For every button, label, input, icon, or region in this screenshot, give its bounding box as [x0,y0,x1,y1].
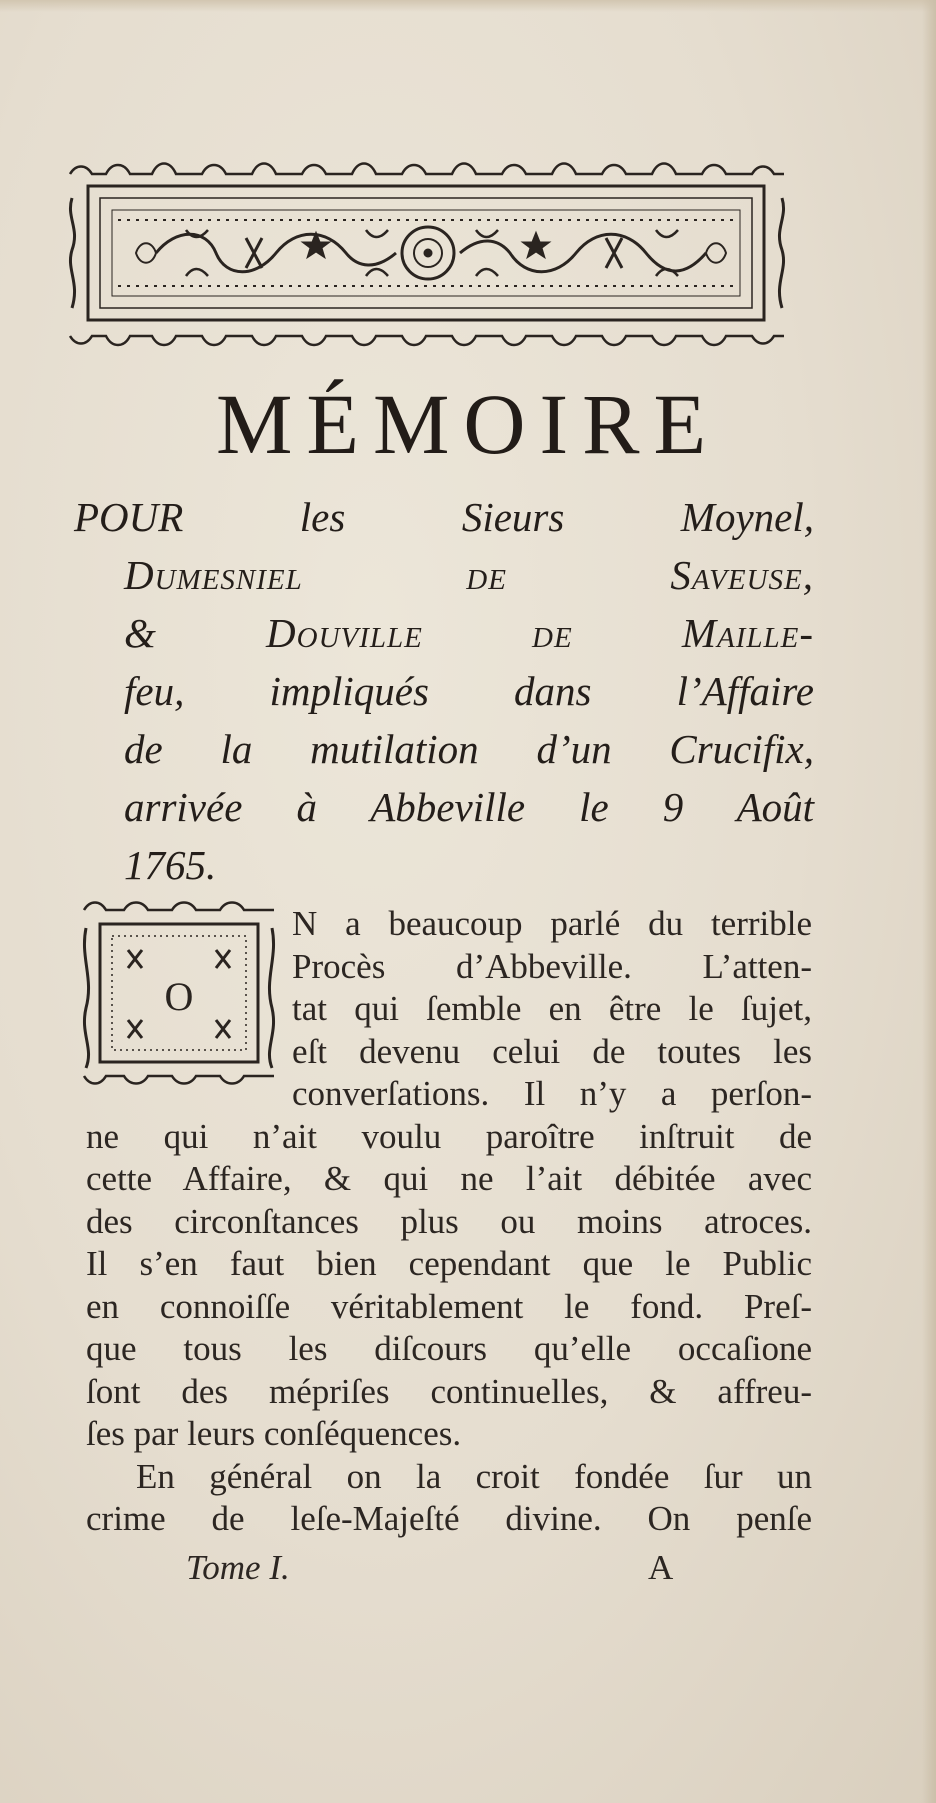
body-line: ſes par leurs conſéquences. [86,1414,462,1453]
subtitle-line [74,720,814,778]
subtitle-line-text: 1765. [124,842,217,888]
body-line: converſations. Il n’y a perſon- [292,1074,812,1113]
body-line: Procès d’Abbeville. L’atten- [292,946,812,986]
body-line: eſt devenu celui de toutes les [292,1031,812,1071]
subtitle-line [74,604,814,662]
subtitle-line-text: arrivée à Abbeville le 9 Août [124,784,814,830]
body-line: cette Affaire, & qui ne l’ait débitée avec [86,1159,812,1198]
page-edge-shadow-top [0,0,936,12]
body-line: ne qui n’ait voulu paroître inſtruit de [86,1116,812,1156]
subtitle-line [74,488,814,546]
subtitle-line [74,836,814,894]
subtitle-line-text: feu, impliqués dans l’Affaire [124,668,814,714]
page-footer [186,1547,686,1589]
subtitle-line [74,546,814,604]
body-text [86,903,812,1541]
body-line: des circonſtances plus ou moins atroces. [86,1201,812,1241]
drop-cap-letter: O [164,974,194,1019]
subtitle-line [74,662,814,720]
body-line: en connoiſſe véritablement le fond. Preſ- [86,1286,812,1326]
signature-mark: A [648,1548,674,1587]
subtitle-line-text: Dumesniel de Saveuse, [124,552,814,598]
body-line: En général on la croit fondée ſur un [136,1456,812,1496]
subtitle-block [74,488,814,894]
body-line: ſont des mépriſes continuelles, & affreu- [86,1371,812,1411]
volume-label: Tome I. [186,1548,290,1587]
subtitle-line-text: de la mutilation d’un Crucifix, [124,726,814,772]
body-line: N a beaucoup parlé du terrible [292,904,812,943]
body-line: que tous les diſcours qu’elle occaſione [86,1329,812,1368]
headpiece-ornament [66,158,788,350]
body-line: crime de leſe-Majeſté divine. On penſe [86,1499,812,1538]
subtitle-line-text: & Douville de Maille- [124,610,814,656]
body-line: Il s’en faut bien cependant que le Public [86,1244,812,1283]
body-line: tat qui ſemble en être le ſujet, [292,989,812,1028]
subtitle-line [74,778,814,836]
page-title: MÉMOIRE [215,376,721,472]
page-edge-shadow-right [922,0,936,1803]
subtitle-line-text: POUR les Sieurs Moynel, [74,494,814,540]
